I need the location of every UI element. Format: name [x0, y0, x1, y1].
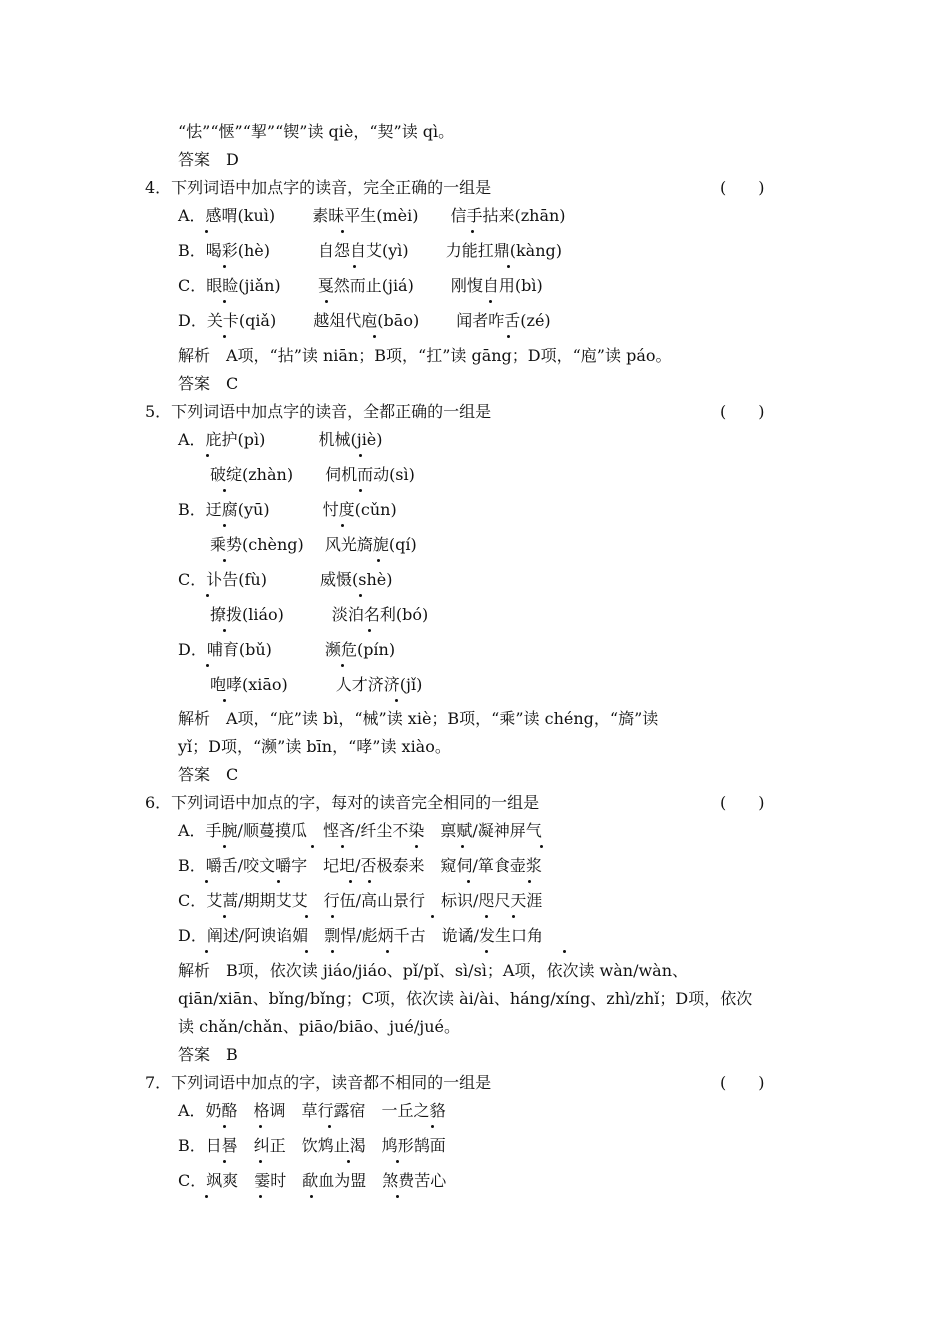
- emphasis-dot: [223, 489, 226, 492]
- text-line: C．讣告(fù) 威慑(shè): [178, 570, 393, 589]
- emphasis-dot: [305, 950, 308, 953]
- emphasis-dot: [349, 880, 352, 883]
- emphasis-dot: [259, 1195, 262, 1198]
- answer-bracket: ( ): [720, 793, 765, 812]
- text-line: 答案 C: [178, 765, 239, 784]
- text-line: A．感喟(kuì) 素昧平生(mèi) 信手拈来(zhān): [178, 206, 566, 225]
- text-line: C．眼睑(jiǎn) 戛然而止(jiá) 刚愎自用(bì): [178, 276, 543, 295]
- emphasis-dot: [206, 664, 209, 667]
- text-line: yǐ；D项，“濒”读 bīn，“哮”读 xiào。: [178, 737, 451, 756]
- emphasis-dot: [512, 915, 515, 918]
- emphasis-dot: [540, 845, 543, 848]
- text-line: 解析 A项，“庇”读 bì，“械”读 xiè；B项，“乘”读 chéng，“旖”读: [178, 709, 659, 728]
- emphasis-dot: [359, 454, 362, 457]
- text-line: B．迂腐(yū) 忖度(cǔn): [178, 500, 397, 519]
- text-line: D．阐述/阿谀谄媚 剽悍/彪炳千古 诡谲/发生口角: [178, 926, 544, 945]
- emphasis-dot: [377, 559, 380, 562]
- emphasis-dot: [461, 845, 464, 848]
- text-line: 7．下列词语中加点的字，读音都不相同的一组是: [145, 1073, 492, 1092]
- text-line: 答案 B: [178, 1045, 238, 1064]
- emphasis-dot: [223, 300, 226, 303]
- text-line: 答案 C: [178, 374, 239, 393]
- emphasis-dot: [310, 1195, 313, 1198]
- emphasis-dot: [223, 699, 226, 702]
- emphasis-dot: [485, 950, 488, 953]
- answer-bracket: ( ): [720, 402, 765, 421]
- emphasis-dot: [305, 915, 308, 918]
- emphasis-dot: [325, 300, 328, 303]
- text-line: D．哺育(bǔ) 濒危(pín): [178, 640, 396, 659]
- emphasis-dot: [223, 845, 226, 848]
- emphasis-dot: [205, 950, 208, 953]
- emphasis-dot: [331, 950, 334, 953]
- text-line: 咆哮(xiāo) 人才济济(jǐ): [178, 675, 423, 694]
- emphasis-dot: [341, 845, 344, 848]
- text-line: 读 chǎn/chǎn、piāo/biāo、jué/jué。: [178, 1017, 461, 1036]
- text-line: A．奶酪 格调 草行露宿 一丘之貉: [178, 1101, 446, 1120]
- emphasis-dot: [259, 1160, 262, 1163]
- emphasis-dot: [328, 1125, 331, 1128]
- emphasis-dot: [341, 230, 344, 233]
- emphasis-dot: [223, 524, 226, 527]
- emphasis-dot: [205, 230, 208, 233]
- emphasis-dot: [396, 1160, 399, 1163]
- emphasis-dot: [467, 880, 470, 883]
- emphasis-dot: [373, 335, 376, 338]
- emphasis-dot: [223, 629, 226, 632]
- emphasis-dot: [205, 880, 208, 883]
- emphasis-dot: [259, 1125, 262, 1128]
- text-line: 6．下列词语中加点的字，每对的读音完全相同的一组是: [145, 793, 540, 812]
- emphasis-dot: [489, 300, 492, 303]
- emphasis-dot: [359, 594, 362, 597]
- emphasis-dot: [507, 265, 510, 268]
- text-line: B．嚼舌/咬文嚼字 圮圯/否极泰来 窥伺/箪食壶浆: [178, 856, 542, 875]
- emphasis-dot: [205, 1195, 208, 1198]
- emphasis-dot: [277, 880, 280, 883]
- emphasis-dot: [347, 1160, 350, 1163]
- emphasis-dot: [395, 699, 398, 702]
- emphasis-dot: [368, 880, 371, 883]
- text-line: B．日晷 纠正 饮鸩止渴 鸠形鹄面: [178, 1136, 446, 1155]
- text-line: 破绽(zhàn) 伺机而动(sì): [178, 465, 415, 484]
- emphasis-dot: [206, 594, 209, 597]
- emphasis-dot: [415, 845, 418, 848]
- emphasis-dot: [353, 265, 356, 268]
- text-line: B．喝彩(hè) 自怨自艾(yì) 力能扛鼎(kàng): [178, 241, 563, 260]
- emphasis-dot: [507, 335, 510, 338]
- emphasis-dot: [223, 915, 226, 918]
- emphasis-dot: [528, 880, 531, 883]
- emphasis-dot: [563, 950, 566, 953]
- emphasis-dot: [359, 489, 362, 492]
- text-line: 乘势(chèng) 风光旖旎(qí): [178, 535, 417, 554]
- emphasis-dot: [223, 1125, 226, 1128]
- emphasis-dot: [331, 915, 334, 918]
- text-line: 4．下列词语中加点字的读音，完全正确的一组是: [145, 178, 492, 197]
- text-line: C．艾蒿/期期艾艾 行伍/高山景行 标识/咫尺天涯: [178, 891, 543, 910]
- emphasis-dot: [223, 559, 226, 562]
- emphasis-dot: [396, 1195, 399, 1198]
- emphasis-dot: [341, 664, 344, 667]
- text-line: 解析 A项，“拈”读 niān；B项，“扛”读 gāng；D项，“庖”读 páo。: [178, 346, 672, 365]
- text-line: A．手腕/顺蔓摸瓜 悭吝/纤尘不染 禀赋/凝神屏气: [178, 821, 542, 840]
- text-line: A．庇护(pì) 机械(jiè): [178, 430, 383, 449]
- text-line: 5．下列词语中加点字的读音，全都正确的一组是: [145, 402, 492, 421]
- emphasis-dot: [431, 915, 434, 918]
- emphasis-dot: [386, 950, 389, 953]
- emphasis-dot: [341, 524, 344, 527]
- emphasis-dot: [311, 845, 314, 848]
- answer-bracket: ( ): [720, 178, 765, 197]
- text-line: 撩拨(liáo) 淡泊名利(bó): [178, 605, 429, 624]
- emphasis-dot: [368, 629, 371, 632]
- answer-bracket: ( ): [720, 1073, 765, 1092]
- emphasis-dot: [223, 1160, 226, 1163]
- emphasis-dot: [223, 335, 226, 338]
- text-line: 答案 D: [178, 150, 239, 169]
- emphasis-dot: [471, 230, 474, 233]
- text-line: qiān/xiān、bǐng/bǐng；C项，依次读 ài/ài、háng/xíng、zhì/zhǐ；D项，依次: [178, 989, 753, 1008]
- emphasis-dot: [223, 265, 226, 268]
- emphasis-dot: [485, 915, 488, 918]
- text-line: C．飒爽 霎时 歃血为盟 煞费苦心: [178, 1171, 447, 1190]
- emphasis-dot: [431, 1125, 434, 1128]
- text-line: 解析 B项，依次读 jiáo/jiáo、pǐ/pǐ、sì/sì；A项，依次读 wàn/wàn、: [178, 961, 689, 980]
- text-line: “怯”“惬”“挈”“锲”读 qiè，“契”读 qì。: [178, 122, 455, 141]
- emphasis-dot: [206, 454, 209, 457]
- text-line: D．关卡(qiǎ) 越俎代庖(bāo) 闻者咋舌(zé): [178, 311, 551, 330]
